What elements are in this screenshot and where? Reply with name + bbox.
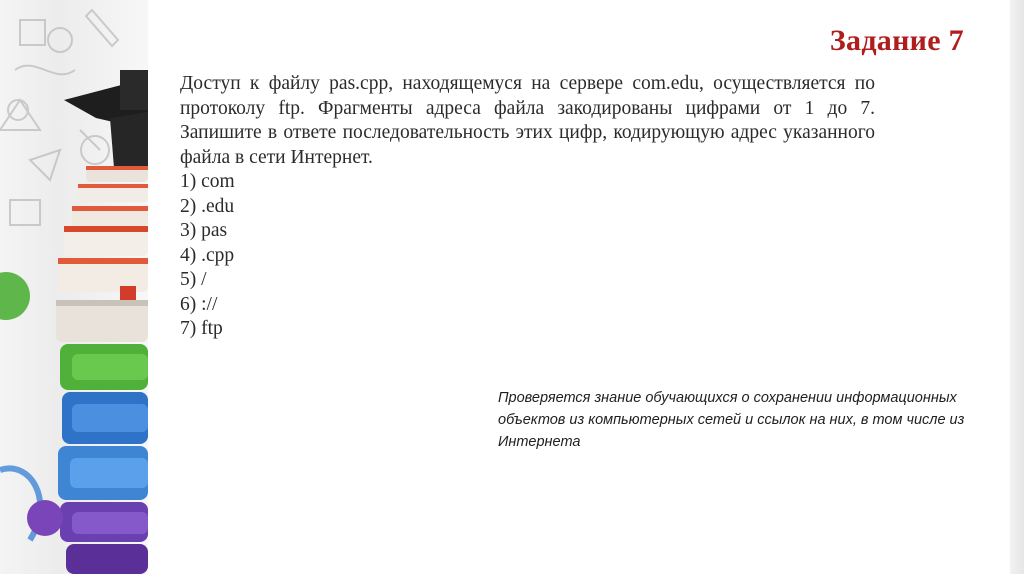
option-item: 6) ://: [180, 293, 218, 315]
task-block: [180, 72, 875, 342]
assessment-note: Проверяется знание обучающихся о сохранении информационных объектов из компьютерных сетей и ссылок на них, в том числе из Интернета: [498, 390, 965, 450]
right-edge-strip: [1010, 0, 1024, 574]
options-list: [180, 170, 875, 342]
books-illustration-svg: [0, 0, 148, 574]
graduation-cap-icon: [64, 70, 148, 170]
option-item: 4) .cpp: [180, 244, 235, 266]
option-item: 5) /: [180, 269, 207, 290]
option-item: 2) .edu: [180, 195, 235, 217]
option-item: 1) com: [180, 171, 235, 192]
task-text: Доступ к файлу pas.cpp, находящемуся на сервере com.edu, осуществляется по протоколу ftp. Фрагменты адреса файла закодированы цифрами от 1 до 7. Запишите в ответе последовательность этих цифр, кодирующую адрес указанного файла в сети Интернет.: [180, 73, 875, 168]
option-item: 3) pas: [180, 220, 228, 241]
books-stack-illustration: [0, 0, 148, 574]
option-item: 7) ftp: [180, 318, 223, 339]
books-stack: [56, 166, 148, 574]
slide-title: Задание 7: [829, 24, 964, 57]
